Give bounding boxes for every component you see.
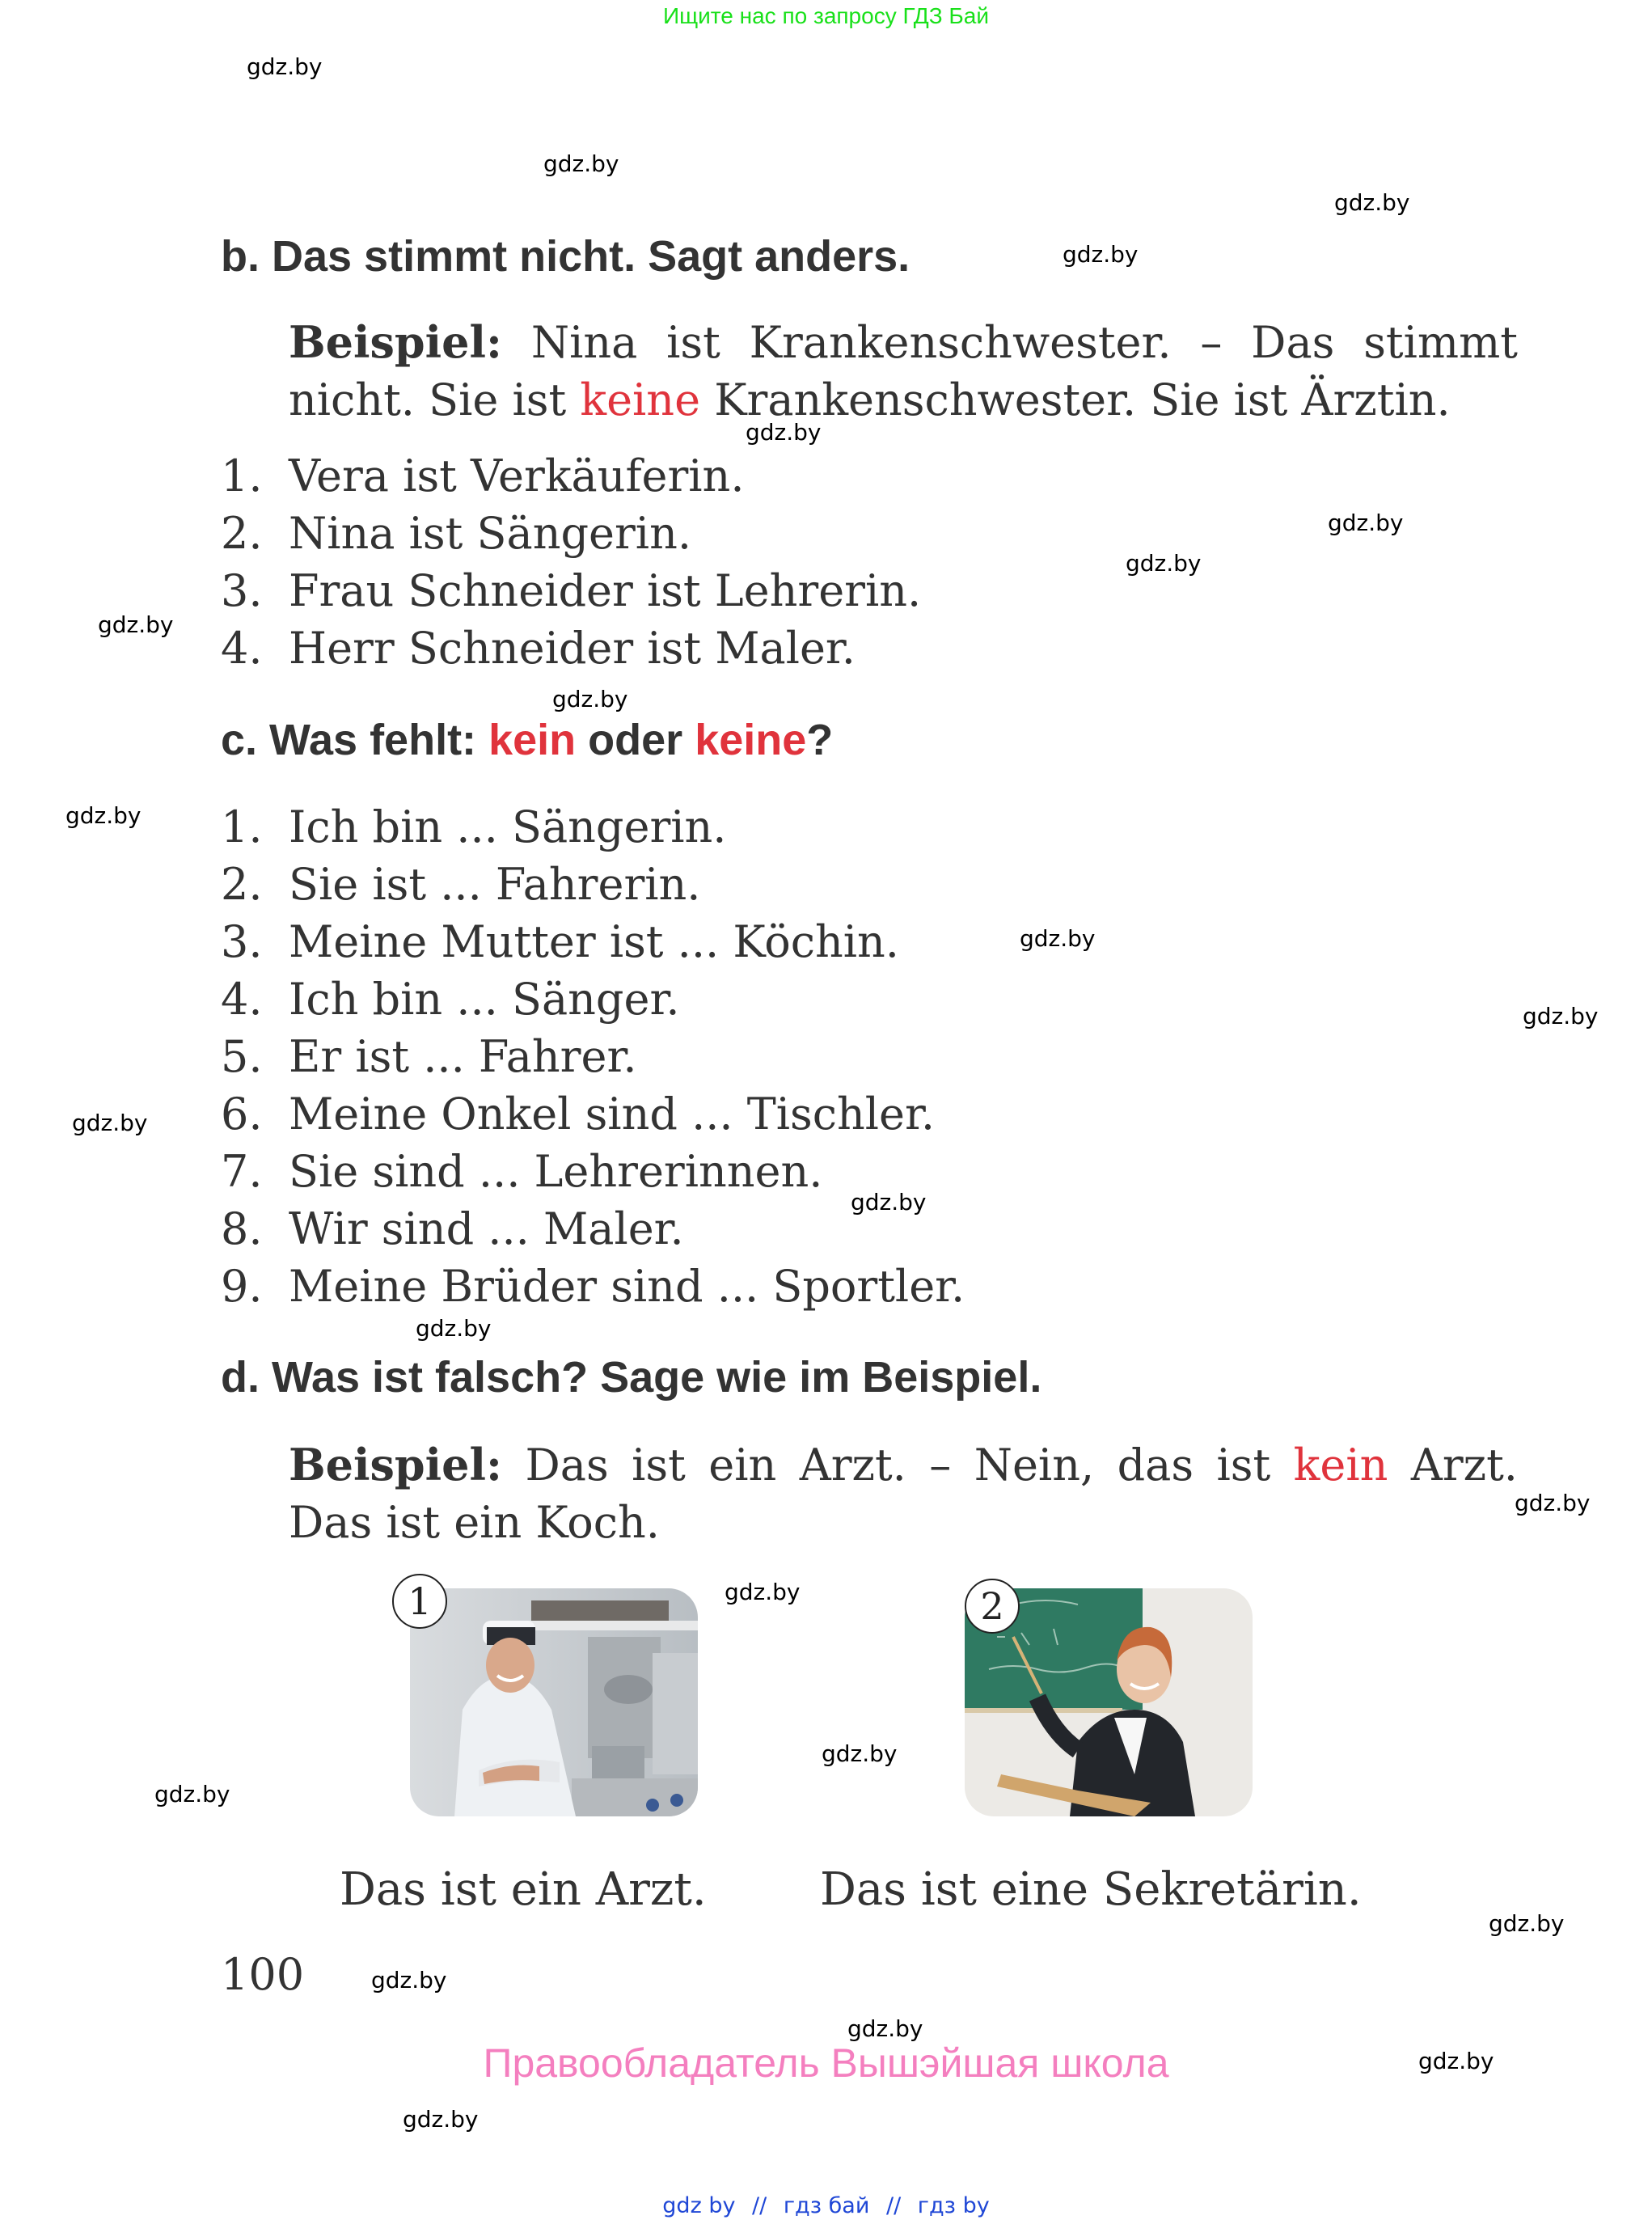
watermark: gdz.by	[1020, 925, 1096, 952]
watermark: gdz.by	[552, 686, 628, 712]
title-highlight: kein	[488, 716, 577, 764]
item-text: Herr Schneider ist Maler.	[289, 623, 856, 674]
item-number: 9.	[221, 1261, 263, 1312]
top-banner[interactable]: Ищите нас по запросу ГДЗ Бай	[662, 3, 990, 28]
example-highlight: keine	[580, 374, 701, 425]
item-number: 4.	[221, 623, 263, 674]
example-text: Arzt. Das ist ein Koch.	[289, 1440, 1518, 1548]
section-c-list	[221, 798, 965, 1315]
watermark: gdz.by	[1523, 1003, 1599, 1030]
watermark: gdz.by	[416, 1315, 492, 1342]
watermark: gdz.by	[851, 1189, 927, 1216]
list-item	[221, 447, 921, 505]
item-number: 4.	[221, 974, 263, 1025]
title-text: c. Was fehlt:	[221, 716, 477, 764]
item-number: 6.	[221, 1089, 263, 1139]
list-item	[221, 1143, 965, 1200]
list-item	[221, 619, 921, 677]
section-d-title: d. Was ist falsch? Sage wie im Beispiel.	[221, 1353, 1042, 1402]
title-text: oder	[588, 716, 683, 764]
item-text: Er ist ... Fahrer.	[289, 1031, 637, 1082]
chef-image-icon	[410, 1588, 698, 1816]
item-text: Ich bin ... Sänger.	[289, 974, 680, 1025]
item-text: Meine Mutter ist ... Köchin.	[289, 916, 899, 967]
section-b-title: b. Das stimmt nicht. Sagt anders.	[221, 232, 911, 281]
watermark: gdz.by	[1418, 2048, 1494, 2074]
footer-links	[0, 2193, 1652, 2218]
watermark: gdz.by	[154, 1781, 230, 1808]
watermark: gdz.by	[98, 611, 174, 638]
item-text: Sie sind ... Lehrerinnen.	[289, 1146, 823, 1197]
list-item	[221, 798, 965, 856]
example-text: Das ist ein Arzt. – Nein, das ist	[525, 1440, 1271, 1490]
item-number: 7.	[221, 1146, 263, 1197]
caption-2: Das ist eine Sekretärin.	[820, 1863, 1362, 1916]
example-text: Nina ist Krankenschwester. – Das stimmt nicht. Sie ist	[289, 317, 1518, 425]
example-label: Beispiel:	[289, 316, 502, 368]
watermark: gdz.by	[543, 150, 619, 177]
example-text: Krankenschwester. Sie ist Ärztin.	[714, 374, 1451, 425]
list-item	[221, 970, 965, 1028]
item-number: 3.	[221, 565, 263, 616]
watermark: gdz.by	[822, 1740, 898, 1767]
item-text: Meine Brüder sind ... Sportler.	[289, 1261, 965, 1312]
item-text: Wir sind ... Maler.	[289, 1203, 684, 1254]
item-text: Ich bin ... Sängerin.	[289, 801, 727, 852]
item-number: 8.	[221, 1203, 263, 1254]
section-b-list	[221, 447, 921, 677]
section-d-example	[289, 1436, 1518, 1551]
item-number: 2.	[221, 508, 263, 559]
list-item	[221, 1258, 965, 1315]
watermark: gdz.by	[1126, 550, 1202, 577]
item-number: 1.	[221, 801, 263, 852]
watermark: gdz.by	[1515, 1490, 1591, 1516]
watermark: gdz.by	[725, 1579, 801, 1605]
item-number: 2.	[221, 859, 263, 910]
item-text: Vera ist Verkäuferin.	[289, 450, 745, 501]
chef-photo	[410, 1588, 698, 1816]
badge-1: 1	[392, 1574, 447, 1629]
copyright-notice: Правообладатель Вышэйшая школа	[483, 2040, 1169, 2086]
list-item	[221, 856, 965, 913]
footer-link-gdz-by[interactable]: gdz by	[662, 2193, 736, 2218]
example-label: Beispiel:	[289, 1439, 502, 1490]
item-text: Nina ist Sängerin.	[289, 508, 692, 559]
title-highlight: keine	[695, 716, 807, 764]
watermark: gdz.by	[746, 419, 822, 446]
watermark: gdz.by	[1334, 189, 1410, 216]
caption-1: Das ist ein Arzt.	[340, 1863, 707, 1916]
watermark: gdz.by	[1063, 241, 1139, 268]
item-text: Sie ist ... Fahrerin.	[289, 859, 701, 910]
item-number: 5.	[221, 1031, 263, 1082]
page-number: 100	[221, 1949, 305, 2000]
list-item	[221, 913, 965, 970]
footer-link-gdz-bai[interactable]: гдз бай	[783, 2193, 870, 2218]
item-number: 3.	[221, 916, 263, 967]
watermark: gdz.by	[72, 1110, 148, 1136]
footer-separator: //	[752, 2193, 767, 2218]
title-text: ?	[806, 716, 834, 764]
list-item	[221, 505, 921, 562]
list-item	[221, 1028, 965, 1085]
example-highlight: kein	[1293, 1440, 1388, 1490]
watermark: gdz.by	[371, 1967, 447, 1994]
watermark: gdz.by	[403, 2106, 479, 2133]
footer-separator: //	[885, 2193, 902, 2218]
watermark: gdz.by	[847, 2015, 923, 2042]
badge-2: 2	[965, 1579, 1020, 1634]
item-text: Frau Schneider ist Lehrerin.	[289, 565, 922, 616]
footer-link-gdz-by-cyr[interactable]: гдз by	[917, 2193, 990, 2218]
list-item	[221, 1200, 965, 1258]
list-item	[221, 1085, 965, 1143]
section-c-title	[221, 715, 833, 765]
watermark: gdz.by	[247, 53, 323, 80]
watermark: gdz.by	[65, 802, 142, 829]
section-b-example	[289, 314, 1518, 429]
list-item	[221, 562, 921, 619]
watermark: gdz.by	[1489, 1910, 1565, 1937]
item-number: 1.	[221, 450, 263, 501]
watermark: gdz.by	[1328, 509, 1404, 536]
item-text: Meine Onkel sind ... Tischler.	[289, 1089, 936, 1139]
